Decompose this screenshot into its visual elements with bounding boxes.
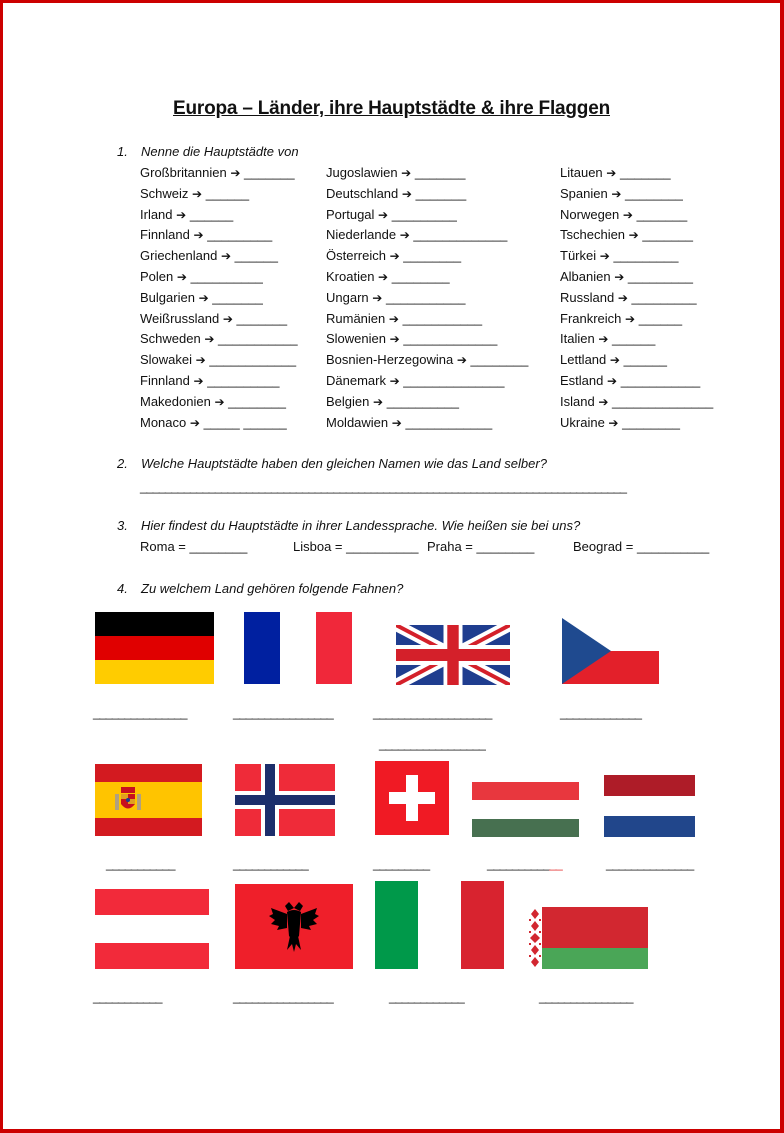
arrow-right-icon: ➔ xyxy=(391,415,402,430)
country-item xyxy=(560,207,687,222)
arrow-right-icon: ➔ xyxy=(608,415,619,430)
arrow-right-icon: ➔ xyxy=(204,332,215,347)
arrow-right-icon: ➔ xyxy=(373,394,384,409)
answer-blank[interactable]: ________ xyxy=(228,393,286,409)
country-item xyxy=(140,415,287,430)
translation-item xyxy=(573,539,709,554)
arrow-right-icon: ➔ xyxy=(389,332,400,347)
answer-blank[interactable]: ________ xyxy=(403,248,462,264)
coat-of-arms-icon xyxy=(115,786,141,814)
country-item xyxy=(140,290,263,305)
country-item xyxy=(140,207,233,222)
answer-blank[interactable]: ________ xyxy=(625,185,683,201)
arrow-right-icon: ➔ xyxy=(628,228,639,243)
arrow-right-icon: ➔ xyxy=(388,311,399,326)
country-name: Niederlande xyxy=(326,227,397,243)
country-item xyxy=(326,207,457,222)
translation-label: Praha = xyxy=(427,539,473,554)
country-name: Jugoslawien xyxy=(326,165,398,180)
answer-blank[interactable]: _______ xyxy=(244,165,295,180)
country-item xyxy=(326,186,466,201)
country-item xyxy=(560,165,671,180)
country-item xyxy=(326,352,528,367)
answer-blank[interactable]: _____________ xyxy=(560,705,641,720)
answer-blank[interactable]: ______________ xyxy=(612,393,714,409)
arrow-right-icon: ➔ xyxy=(611,186,622,201)
country-name: Kroatien xyxy=(326,269,375,284)
answer-blank[interactable]: _____ ______ xyxy=(203,414,287,430)
answer-blank[interactable]: _______ xyxy=(414,165,466,180)
answer-blank[interactable]: ____________ xyxy=(405,414,493,430)
country-item xyxy=(140,186,249,201)
country-item xyxy=(560,269,693,284)
country-item xyxy=(326,415,492,430)
arrow-right-icon: ➔ xyxy=(399,228,410,243)
country-name: Italien xyxy=(560,331,595,347)
flag-austria xyxy=(95,889,209,969)
country-name: Irland xyxy=(140,206,173,222)
answer-blank[interactable]: _________________ xyxy=(379,736,485,751)
arrow-right-icon: ➔ xyxy=(598,332,609,347)
arrow-right-icon: ➔ xyxy=(193,374,204,388)
country-item xyxy=(140,269,263,284)
flag-united-kingdom xyxy=(396,625,510,685)
page-title: Europa – Länder, ihre Hauptstädte & ihre Flaggen xyxy=(173,98,610,119)
country-name: Rumänien xyxy=(326,310,386,326)
answer-blank[interactable]: ______ xyxy=(623,352,667,368)
country-name: Lettland xyxy=(560,352,607,368)
country-item xyxy=(560,331,655,346)
country-item xyxy=(326,331,497,346)
answer-blank[interactable]: ___________________ xyxy=(373,705,492,720)
answer-blank[interactable]: ________ xyxy=(391,269,450,284)
answer-blank[interactable]: ___________ xyxy=(402,310,483,326)
answer-blank-marked[interactable]: __ xyxy=(549,856,562,871)
country-name: Schweden xyxy=(140,331,201,347)
question-2-text: Welche Hauptstädte haben den gleichen Namen wie das Land selber? xyxy=(141,456,547,471)
answer-blank[interactable]: ______ xyxy=(234,248,279,264)
question-1-text: Nenne die Hauptstädte von xyxy=(141,144,299,159)
answer-blank[interactable]: ______ xyxy=(612,331,656,347)
answer-blank[interactable]: ______________ xyxy=(403,373,505,388)
answer-blank[interactable]: _________ xyxy=(391,206,457,222)
country-name: Norwegen xyxy=(560,206,620,222)
answer-blank[interactable]: ________ xyxy=(470,352,529,368)
answer-blank[interactable]: _______ xyxy=(642,227,693,243)
answer-blank[interactable]: _________ xyxy=(207,227,273,243)
answer-blank[interactable]: _______ xyxy=(236,310,288,326)
arrow-right-icon: ➔ xyxy=(176,270,187,284)
flag-spain xyxy=(95,764,202,836)
arrow-right-icon: ➔ xyxy=(198,290,209,305)
arrow-right-icon: ➔ xyxy=(193,228,204,243)
flag-switzerland xyxy=(375,761,449,835)
country-item xyxy=(560,290,697,305)
translation-label: Roma = xyxy=(140,539,186,554)
flag-albania xyxy=(235,884,353,969)
country-name: Russland xyxy=(560,289,615,305)
arrow-right-icon: ➔ xyxy=(599,249,610,264)
answer-blank xyxy=(487,856,562,871)
flag-belarus xyxy=(528,907,648,969)
country-name: Albanien xyxy=(560,269,611,284)
arrow-right-icon: ➔ xyxy=(606,166,617,180)
arrow-right-icon: ➔ xyxy=(607,374,618,388)
question-4-text: Zu welchem Land gehören folgende Fahnen? xyxy=(141,581,404,596)
worksheet-page xyxy=(3,3,780,1129)
arrow-right-icon: ➔ xyxy=(378,207,389,222)
country-name: Tschechien xyxy=(560,227,626,243)
country-name: Makedonien xyxy=(140,393,211,409)
arrow-right-icon: ➔ xyxy=(378,270,389,284)
country-name: Finnland xyxy=(140,227,190,243)
country-name: Ungarn xyxy=(326,289,369,305)
country-name: Österreich xyxy=(326,248,386,264)
country-item xyxy=(326,248,461,263)
country-name: Moldawien xyxy=(326,414,389,430)
country-item xyxy=(140,311,287,326)
answer-blank[interactable]: ___________ xyxy=(620,373,701,388)
answer-blank[interactable]: ______ xyxy=(638,310,683,326)
answer-blank[interactable]: _______ xyxy=(619,165,671,180)
country-item xyxy=(326,311,482,326)
arrow-right-icon: ➔ xyxy=(617,290,628,305)
answer-blank[interactable]: ________ xyxy=(622,414,680,430)
arrow-right-icon: ➔ xyxy=(622,207,633,222)
country-name: Schweiz xyxy=(140,185,189,201)
country-name: Frankreich xyxy=(560,310,622,326)
arrow-right-icon: ➔ xyxy=(189,415,200,430)
answer-blank[interactable]: ________________ xyxy=(233,705,333,720)
country-item xyxy=(560,311,682,326)
flag-germany xyxy=(95,612,214,684)
country-item xyxy=(326,165,465,180)
country-name: Ukraine xyxy=(560,414,605,430)
country-name: Monaco xyxy=(140,414,187,430)
answer-blank[interactable]: ______________ xyxy=(606,856,694,871)
country-name: Dänemark xyxy=(326,373,386,388)
country-name: Portugal xyxy=(326,206,375,222)
translation-label: Beograd = xyxy=(573,539,634,554)
arrow-right-icon: ➔ xyxy=(195,353,206,368)
country-item xyxy=(140,165,295,180)
answer-blank[interactable]: __________ xyxy=(207,373,280,388)
country-item xyxy=(326,373,505,388)
answer-blank[interactable]: _______ xyxy=(212,289,263,305)
country-item xyxy=(560,227,693,242)
country-name: Türkei xyxy=(560,248,597,264)
flag-hungary xyxy=(472,782,579,837)
answer-blank[interactable]: ________ xyxy=(189,539,248,554)
arrow-right-icon: ➔ xyxy=(456,353,467,368)
country-item xyxy=(560,373,700,388)
country-name: Polen xyxy=(140,269,174,284)
country-item xyxy=(560,394,713,409)
arrow-right-icon: ➔ xyxy=(230,166,241,180)
country-item xyxy=(140,352,296,367)
arrow-right-icon: ➔ xyxy=(625,311,636,326)
country-item xyxy=(326,290,465,305)
country-item xyxy=(560,186,683,201)
answer-blank[interactable]: __________ xyxy=(346,539,419,554)
flag-italy xyxy=(375,881,504,969)
country-name: Großbritannien xyxy=(140,165,227,180)
question-4-number: 4. xyxy=(117,581,128,596)
country-item xyxy=(326,227,507,242)
country-item xyxy=(326,269,450,284)
answer-blank[interactable]: __________ xyxy=(190,269,263,284)
arrow-right-icon: ➔ xyxy=(372,290,383,305)
country-item xyxy=(140,394,286,409)
answer-blank[interactable]: ______ xyxy=(205,185,250,201)
country-name: Belgien xyxy=(326,393,370,409)
flag-norway xyxy=(235,764,335,836)
translation-label: Lisboa = xyxy=(293,539,343,554)
country-item xyxy=(560,352,667,367)
arrow-right-icon: ➔ xyxy=(214,394,225,409)
translation-item xyxy=(140,539,247,554)
country-name: Bosnien-Herzegowina xyxy=(326,352,454,368)
answer-blank[interactable]: _________ xyxy=(373,856,430,871)
country-item xyxy=(560,415,680,430)
answer-blank[interactable]: _______________ xyxy=(539,989,633,1004)
answer-blank[interactable]: _________ xyxy=(627,269,693,284)
country-name: Deutschland xyxy=(326,185,399,201)
country-item xyxy=(140,248,278,263)
answer-blank[interactable]: ________ xyxy=(476,539,535,554)
question-3-text: Hier findest du Hauptstädte in ihrer Landessprache. Wie heißen sie bei uns? xyxy=(141,518,581,533)
country-item xyxy=(140,373,280,388)
answer-blank[interactable]: __________ xyxy=(636,539,710,554)
country-item xyxy=(560,248,679,263)
country-name: Island xyxy=(560,393,595,409)
flag-netherlands xyxy=(604,775,695,837)
answer-blank[interactable]: ______ xyxy=(189,206,234,222)
flag-czech-republic xyxy=(562,618,659,684)
country-item xyxy=(140,331,298,346)
answer-blank[interactable]: _________ xyxy=(631,289,697,305)
country-name: Slowakei xyxy=(140,352,193,368)
answer-blank[interactable]: ___________ xyxy=(218,331,298,347)
arrow-right-icon: ➔ xyxy=(389,249,400,264)
arrow-right-icon: ➔ xyxy=(609,353,620,368)
translation-item xyxy=(427,539,534,554)
answer-line[interactable]: ______________________________________________________________________________ xyxy=(140,479,626,494)
arrow-right-icon: ➔ xyxy=(192,186,203,201)
answer-blank[interactable]: ____________ xyxy=(389,989,464,1004)
country-item xyxy=(140,227,272,242)
arrow-right-icon: ➔ xyxy=(614,270,625,284)
arrow-right-icon: ➔ xyxy=(401,186,412,201)
answer-blank[interactable]: _______________ xyxy=(93,705,187,720)
country-name: Spanien xyxy=(560,185,608,201)
answer-blank[interactable]: _______ xyxy=(415,185,467,201)
arrow-right-icon: ➔ xyxy=(220,249,232,264)
country-name: Slowenien xyxy=(326,331,386,347)
answer-blank[interactable]: ____________ xyxy=(209,352,297,368)
country-name: Litauen xyxy=(560,165,603,180)
answer-blank[interactable]: ____________ xyxy=(233,856,308,871)
country-name: Griechenland xyxy=(140,248,218,264)
answer-blank[interactable]: ___________ xyxy=(106,856,175,871)
country-name: Bulgarien xyxy=(140,289,195,305)
question-1-number: 1. xyxy=(117,144,128,159)
arrow-right-icon: ➔ xyxy=(401,166,412,180)
country-name: Estland xyxy=(560,373,604,388)
question-3-number: 3. xyxy=(117,518,128,533)
translation-item xyxy=(293,539,418,554)
answer-blank[interactable]: _____________ xyxy=(413,227,508,243)
answer-blank[interactable]: _________ xyxy=(613,248,679,264)
question-2-number: 2. xyxy=(117,456,128,471)
answer-blank[interactable]: _______ xyxy=(636,206,688,222)
arrow-right-icon: ➔ xyxy=(389,374,400,388)
arrow-right-icon: ➔ xyxy=(176,207,187,222)
country-name: Weißrussland xyxy=(140,310,220,326)
arrow-right-icon: ➔ xyxy=(598,394,609,409)
answer-blank[interactable]: _____________ xyxy=(403,331,498,347)
answer-blank[interactable]: ___________ xyxy=(93,989,162,1004)
answer-blank[interactable]: __________ xyxy=(386,393,459,409)
answer-blank[interactable]: ___________ xyxy=(385,289,466,305)
answer-blank[interactable]: __________ xyxy=(487,856,550,871)
country-item xyxy=(326,394,459,409)
flag-france xyxy=(244,612,352,684)
arrow-right-icon: ➔ xyxy=(222,311,233,326)
country-name: Finnland xyxy=(140,373,190,388)
answer-blank[interactable]: ________________ xyxy=(233,989,333,1004)
